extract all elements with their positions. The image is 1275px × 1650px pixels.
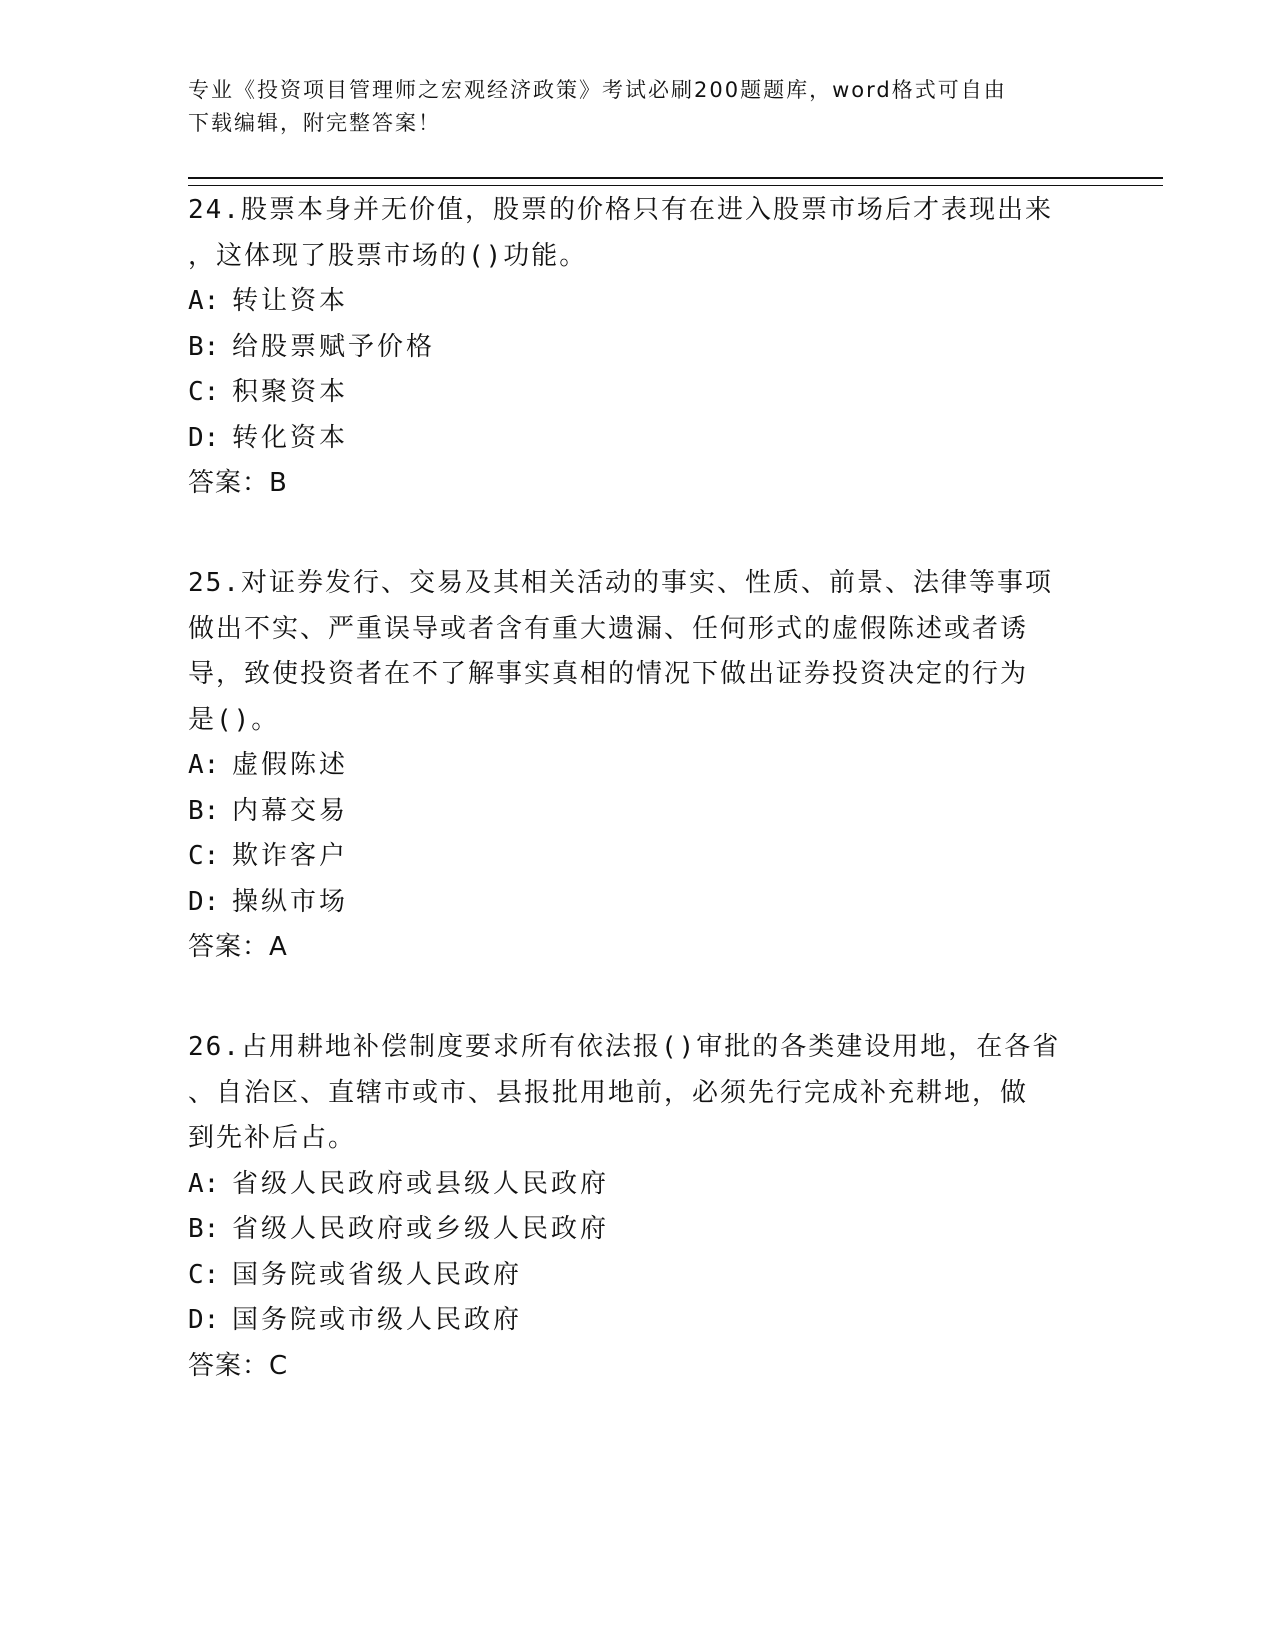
option-key: D: <box>188 886 220 917</box>
option-text: 内幕交易 <box>232 795 349 826</box>
header-line-2: 下载编辑，附完整答案！ <box>188 111 441 135</box>
option-text: 省级人民政府或乡级人民政府 <box>232 1214 610 1244</box>
option-text: 给股票赋予价格 <box>232 331 436 362</box>
option-key: D: <box>188 422 220 453</box>
answer-line: 答案：B <box>188 468 288 498</box>
question-stem <box>188 1025 1088 1162</box>
header-divider <box>188 177 1163 186</box>
option-c <box>188 834 1088 880</box>
stem-line: 导，致使投资者在不了解事实真相的情况下做出证券投资决定的行为 <box>188 659 1029 689</box>
option-a <box>188 1162 1088 1208</box>
option-key: C: <box>188 841 220 871</box>
question-stem <box>188 188 1088 279</box>
option-key: B: <box>188 795 220 826</box>
option-b <box>188 1207 1088 1253</box>
stem-line: 24.股票本身并无价值，股票的价格只有在进入股票市场后才表现出来 <box>188 195 1053 225</box>
stem-line: 到先补后占。 <box>188 1123 357 1153</box>
option-text: 转让资本 <box>232 286 349 316</box>
option-text: 国务院或市级人民政府 <box>232 1305 523 1335</box>
option-key: B: <box>188 1214 220 1244</box>
stem-line: ，这体现了股票市场的()功能。 <box>188 240 588 271</box>
option-a <box>188 279 1088 325</box>
stem-line: 是()。 <box>188 704 280 735</box>
option-d <box>188 1298 1088 1344</box>
option-text: 转化资本 <box>232 422 349 453</box>
option-text: 积聚资本 <box>232 377 349 407</box>
question-26 <box>188 1025 1088 1389</box>
option-c <box>188 1253 1088 1299</box>
answer-line: 答案：A <box>188 932 288 962</box>
header-line-1: 专业《投资项目管理师之宏观经济政策》考试必刷200题题库，word格式可自由 <box>188 78 1007 102</box>
option-a <box>188 743 1088 789</box>
option-key: A: <box>188 1168 220 1199</box>
option-text: 操纵市场 <box>232 886 349 917</box>
option-text: 虚假陈述 <box>232 750 349 780</box>
stem-line: 25.对证券发行、交易及其相关活动的事实、性质、前景、法律等事项 <box>188 568 1053 598</box>
stem-line: 、自治区、直辖市或市、县报批用地前，必须先行完成补充耕地，做 <box>188 1077 1029 1108</box>
option-b <box>188 325 1088 371</box>
option-text: 国务院或省级人民政府 <box>232 1259 523 1290</box>
option-key: B: <box>188 331 220 362</box>
stem-line: 26.占用耕地补偿制度要求所有依法报()审批的各类建设用地，在各省 <box>188 1032 1061 1062</box>
option-c <box>188 370 1088 416</box>
document-header <box>188 74 1088 140</box>
question-stem <box>188 561 1088 743</box>
question-list <box>188 188 1088 1444</box>
option-key: C: <box>188 377 220 407</box>
stem-line: 做出不实、严重误导或者含有重大遗漏、任何形式的虚假陈述或者诱 <box>188 613 1029 644</box>
question-25 <box>188 561 1088 970</box>
option-key: D: <box>188 1305 220 1335</box>
option-d <box>188 880 1088 926</box>
option-key: A: <box>188 286 220 316</box>
option-b <box>188 789 1088 835</box>
option-key: C: <box>188 1259 220 1290</box>
option-d <box>188 416 1088 462</box>
option-text: 欺诈客户 <box>232 841 349 871</box>
answer-line: 答案：C <box>188 1350 289 1381</box>
option-text: 省级人民政府或县级人民政府 <box>232 1168 610 1199</box>
option-key: A: <box>188 750 220 780</box>
question-24 <box>188 188 1088 506</box>
